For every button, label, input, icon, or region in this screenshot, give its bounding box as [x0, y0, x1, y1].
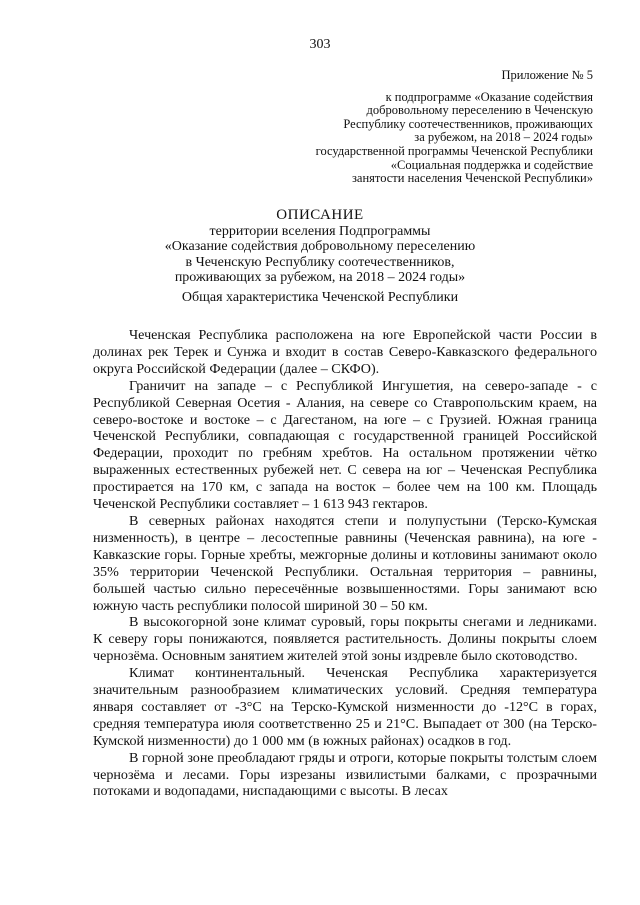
appendix-line: за рубежом, на 2018 – 2024 годы»	[414, 130, 593, 145]
page-number: 303	[309, 37, 331, 52]
paragraph: В высокогорной зоне климат суровый, горы покрыты снегами и ледниками. К северу горы понижаются, появляется растительность. Долины покрыты слоем чернозёма. Основным занятием жителей этой зоны издревле было скотоводство.	[93, 614, 597, 665]
appendix-line: Республику соотечественников, проживающих	[343, 116, 593, 131]
appendix-line: добровольному переселению в Чеченскую	[366, 103, 593, 118]
subtitle-line: «Оказание содействия добровольному переселению	[164, 239, 476, 255]
paragraph: Климат континентальный. Чеченская Республика характеризуется значительным разнообразием климатических условий. Средняя температура января составляет от -3°С на Терско-Кумской низменности до -12°С в горах, средняя температура июля соответственно 25 и 21°С. Выпадает от 300 (на Терско-Кумской низменности) до 1 000 мм (в южных районах) осадков в год.	[93, 665, 597, 749]
appendix-line: к подпрограмме «Оказание содействия	[385, 89, 593, 104]
appendix-title: Приложение № 5	[501, 68, 593, 82]
section-heading: Общая характеристика Чеченской Республики	[181, 290, 459, 305]
subtitle-line: территории вселения Подпрограммы	[209, 224, 431, 239]
appendix-line: «Социальная поддержка и содействие	[390, 157, 593, 172]
paragraph: В северных районах находятся степи и полупустыни (Терско-Кумская низменность), в центре – лесостепные равнины (Чеченская равнина), на юге - Кавказские горы. Горные хребты, межгорные долины и котловины занимают около 35% территории Чеченской Республики. Остальная территория – равнины, большей частью сильно пересечённые возвышенностями. Горы занимают всю южную часть республики полосой шириной 30 – 50 км.	[93, 512, 597, 614]
appendix-line: занятости населения Чеченской Республики»	[351, 171, 593, 186]
paragraph: Чеченская Республика расположена на юге Европейской части России в долинах рек Терек и Сунжа и входит в состав Северо-Кавказского федерального округа Российской Федерации (далее – СКФО).	[93, 327, 597, 377]
body-text	[93, 327, 597, 800]
document-subtitle	[0, 224, 640, 285]
subtitle-line: проживающих за рубежом, на 2018 – 2024 годы»	[174, 269, 466, 285]
document-title: ОПИСАНИЕ	[276, 207, 364, 223]
appendix-header	[263, 69, 593, 186]
appendix-line: государственной программы Чеченской Республики	[315, 143, 593, 158]
paragraph: Граничит на западе – с Республикой Ингушетия, на северо-западе - с Республикой Северная Осетия - Алания, на севере со Ставропольским краем, на северо-востоке и востоке – с Дагестаном, на юге – с Грузией. Южная граница Чеченской Республики, совпадающая с государственной границей Российской Федерации, проходит по гребням хребтов. На остальном протяжении чётко выраженных естественных рубежей нет. С севера на юг – Чеченская Республика простирается на 170 км, с запада на восток – более чем на 100 км. Площадь Чеченской Республики составляет – 1 613 943 гектаров.	[93, 377, 597, 513]
subtitle-line: в Чеченскую Республику соотечественников,	[185, 254, 455, 270]
paragraph: В горной зоне преобладают гряды и отроги, которые покрыты толстым слоем чернозёма и лесами. Горы изрезаны извилистыми балками, с прозрачными потоками и водопадами, ниспадающими с высоты. В лесах	[93, 749, 597, 800]
